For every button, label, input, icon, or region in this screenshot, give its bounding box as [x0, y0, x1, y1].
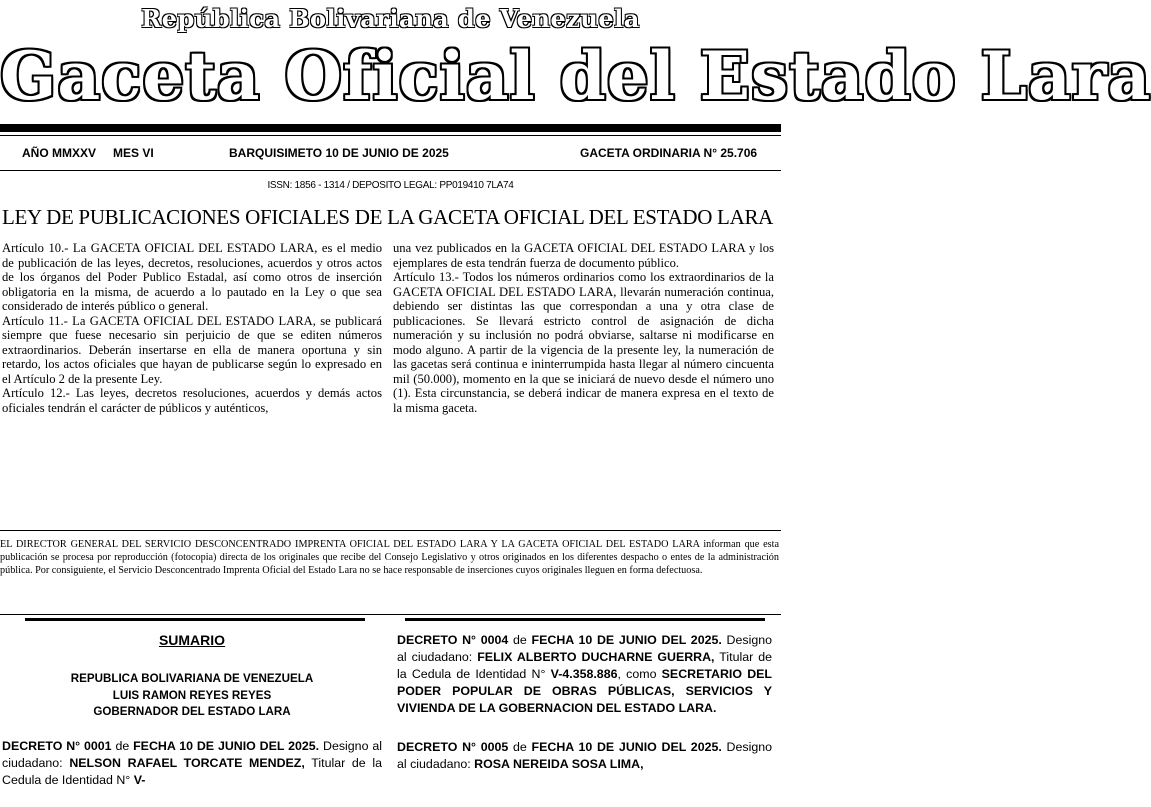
governor-block — [2, 671, 382, 721]
decree-number: DECRETO N° 0001 — [2, 738, 112, 753]
issue-month: MES VI — [113, 146, 154, 160]
article-12-continued: una vez publicados en la GACETA OFICIAL DEL ESTADO LARA y los ejemplares de esta tendrán fuerza de documento público. — [393, 241, 774, 270]
decree-0004 — [397, 632, 772, 717]
gov-name: LUIS RAMON REYES REYES — [112, 688, 272, 702]
decree-como: , como — [617, 667, 662, 681]
decree-role: SECRETARIO DEL PODER POPULAR DE OBRAS PÚBLICAS, SERVICIOS Y VIVIENDA DE LA GOBERNACION DEL ESTADO LARA. — [397, 667, 772, 715]
decree-person: ROSA NEREIDA SOSA LIMA, — [474, 757, 644, 771]
decree-intro: Designo al ciudadano: — [397, 633, 773, 664]
article-13: Artículo 13.- Todos los números ordinarios como los extraordinarios de la GACETA OFICIAL DEL ESTADO LARA, llevarán numeración continua, debiendo ser distintas las que correspondan a una y otra clase de publicaciones. Se llevará estricto control de asignación de dicha numeración y su inclusión no podrá obviarse, saltarse ni modificarse en modo alguno. A partir de la vigencia de la presente ley, la numeración de las gacetas será continua e ininterrumpida hasta llegar al número cincuenta mil (50.000), momento en la que se iniciará de nuevo desde el número uno (1). Esta circunstancia, se deberá indicar de manera expresa en el texto de la misma gaceta. — [393, 270, 774, 415]
gov-republic: REPUBLICA BOLIVARIANA DE VENEZUELA — [70, 672, 314, 685]
sumario-title: SUMARIO — [158, 632, 226, 648]
notice-rule-bottom — [0, 614, 781, 615]
decree-person: FELIX ALBERTO DUCHARNE GUERRA, — [477, 650, 715, 664]
article-10: Artículo 10.- La GACETA OFICIAL DEL ESTADO LARA, es el medio de publicación de las leyes, decretos, resoluciones, acuerdos y otros actos de los órganos del Poder Publico Estadal, así como otros de inserción obligatoria en la misma, de acuerdo a lo pautado en la Ley o que sea considerado de interés público o general. — [2, 241, 382, 313]
info-rule — [0, 170, 781, 171]
decree-number: DECRETO N° 0004 — [397, 633, 509, 647]
masthead-rule-thin — [0, 135, 781, 136]
articles-right-column — [393, 241, 774, 415]
masthead-title: Gaceta Oficial del Estado Lara — [0, 37, 1151, 115]
decree-0001 — [2, 738, 382, 789]
decree-person: NELSON RAFAEL TORCATE MENDEZ, — [69, 755, 305, 770]
issn-line: ISSN: 1856 - 1314 / DEPOSITO LEGAL: PP019410 7LA74 — [267, 180, 514, 191]
gov-title: GOBERNADOR DEL ESTADO LARA — [93, 705, 291, 718]
decree-intro: Designo al ciudadano: — [397, 740, 773, 771]
decree-number: DECRETO N° 0005 — [397, 740, 509, 754]
legal-notice-text: EL DIRECTOR GENERAL DEL SERVICIO DESCONCENTRADO IMPRENTA OFICIAL DEL ESTADO LARA Y LA GACETA OFICIAL DEL ESTADO LARA informan que esta publicación se procesa por reproducción (fotocopia) directa de los originales que recibe del Consejo Legislativo y otros originados en los diferentes despacho o entes de la administración pública. Por consiguiente, el Servicio Desconcentrado Imprenta Oficial del Estado Lara no se hace responsable de inserciones cuyos originales lleguen en forma defectuosa. — [0, 539, 779, 576]
articles-left-column — [2, 241, 382, 415]
decree-id: V-4.358.886 — [550, 667, 618, 681]
law-title: LEY DE PUBLICACIONES OFICIALES DE LA GACETA OFICIAL DEL ESTADO LARA — [2, 205, 774, 229]
decree-date: FECHA 10 DE JUNIO DEL 2025. — [531, 740, 722, 754]
decree-intro: Designo al ciudadano: — [2, 738, 382, 770]
decree-id-label: Titular de la Cedula de Identidad N° — [2, 755, 383, 787]
issue-info-row — [0, 146, 781, 162]
decree-de: de — [508, 633, 532, 647]
issue-year: AÑO MMXXV — [22, 146, 97, 160]
notice-rule-top — [0, 530, 781, 531]
decree-id-label: Titular de la Cedula de Identidad N° — [397, 650, 772, 681]
decree-0005 — [397, 739, 772, 773]
masthead-rule-thick — [0, 124, 781, 132]
decree-de: de — [111, 738, 134, 753]
sumario-left-column — [2, 632, 382, 807]
decree-de: de — [508, 740, 532, 754]
article-12: Artículo 12.- Las leyes, decretos resoluciones, acuerdos y demás actos oficiales tendrán el carácter de públicos y auténticos, — [2, 386, 382, 415]
sumario-divider-right — [405, 618, 765, 621]
sumario-right-column — [397, 632, 772, 791]
legal-notice — [0, 539, 779, 577]
decree-id: V- — [133, 772, 146, 787]
decree-date: FECHA 10 DE JUNIO DEL 2025. — [133, 738, 320, 753]
article-11: Artículo 11.- La GACETA OFICIAL DEL ESTADO LARA, se publicará siempre que fuese necesario sin perjuicio de que se editen números extraordinarios. Deberán insertarse en ella de manera oportuna y sin retardo, los actos oficiales que hayan de publicarse según lo expresado en el Artículo 2 de la presente Ley. — [2, 313, 382, 386]
decree-date: FECHA 10 DE JUNIO DEL 2025. — [531, 633, 722, 647]
republica-heading: República Bolivariana de Venezuela — [141, 4, 640, 33]
issue-edition: GACETA ORDINARIA N° 25.706 — [580, 146, 758, 160]
issue-city-date: BARQUISIMETO 10 DE JUNIO DE 2025 — [229, 146, 449, 160]
sumario-divider-left — [25, 618, 365, 621]
